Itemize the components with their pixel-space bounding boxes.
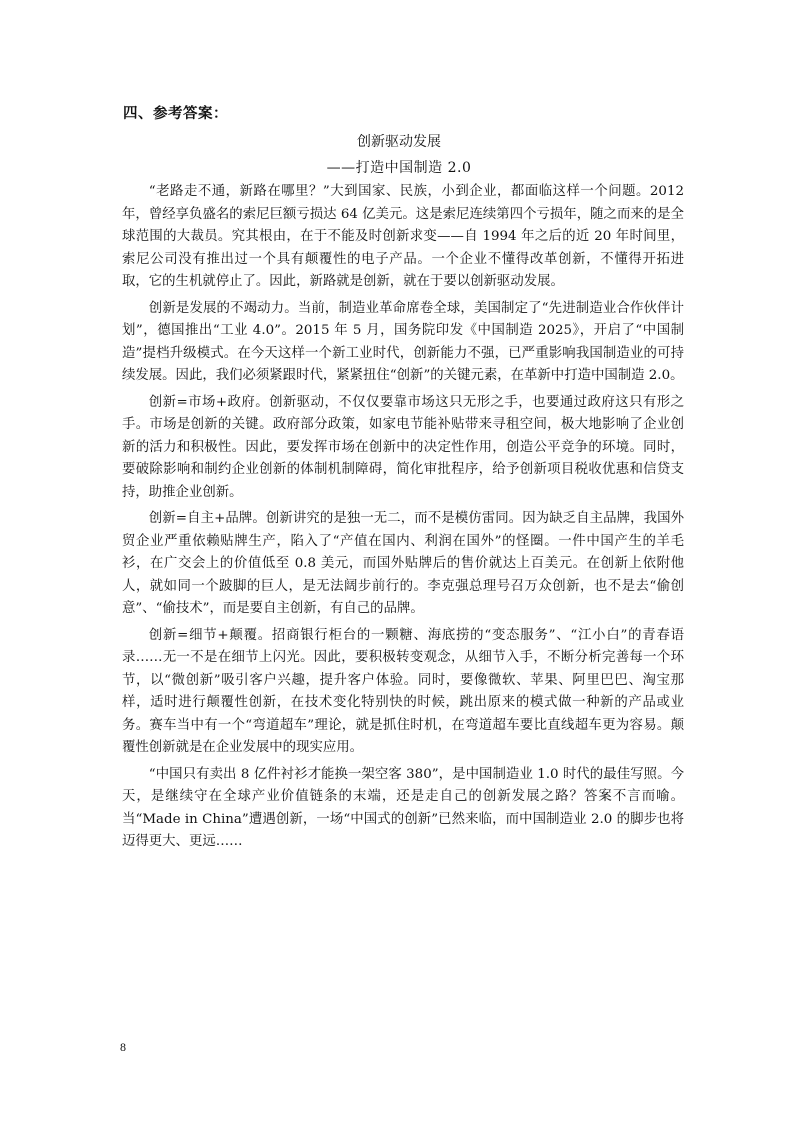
- paragraph: 创新=市场+政府。创新驱动，不仅仅要靠市场这只无形之手，也要通过政府这只有形之手。市场是创新的关键。政府部分政策，如家电节能补贴带来寻租空间，极大地影响了企业创新的活力和积极性。因此，要发挥市场在创新中的决定性作用，创造公平竞争的环境。同时，要破除影响和制约企业创新的体制机制障碍，简化审批程序，给予创新项目税收优惠和信贷支持，助推企业创新。: [122, 394, 684, 500]
- section-heading: 四、参考答案：: [123, 106, 228, 122]
- essay-body: [122, 181, 684, 858]
- paragraph: “老路走不通，新路在哪里？”大到国家、民族，小到企业，都面临这样一个问题。2012 年，曾经享负盛名的索尼巨额亏损达 64 亿美元。这是索尼连续第四个亏损年，随之而来的是全球范围的大裁员。究其根由，在于不能及时创新求变——自 1994 年之后的近 20 年时间里，索尼公司没有推出过一个具有颠覆性的电子产品。一个企业不懂得改革创新，不懂得开拓进取，它的生机就停止了。因此，新路就是创新，就在于要以创新驱动发展。: [122, 184, 684, 289]
- page-number: 8: [120, 1040, 126, 1054]
- paragraph: 创新=细节+颠覆。招商银行柜台的一颗糖、海底捞的“变态服务”、“江小白”的青春语录……无一不是在细节上闪光。因此，要积极转变观念，从细节入手，不断分析完善每一个环节，以“微创新”吸引客户兴趣，提升客户体验。同时，要像微软、苹果、阿里巴巴、淘宝那样，适时进行颠覆性创新，在技术变化特别快的时候，跳出原来的模式做一种新的产品或业务。赛车当中有一个“弯道超车”理论，就是抓住时机，在弯道超车要比直线超车更为容易。颠覆性创新就是在企业发展中的现实应用。: [122, 627, 684, 755]
- paragraph: “中国只有卖出 8 亿件衬衫才能换一架空客 380”，是中国制造业 1.0 时代的最佳写照。今天，是继续守在全球产业价值链条的末端，还是走自己的创新发展之路？答案不言而喻。当“Made in China”遭遇创新，一场“中国式的创新”已然来临，而中国制造业 2.0 的脚步也将迈得更大、更远……: [122, 766, 684, 849]
- essay-title: 创新驱动发展: [357, 134, 441, 150]
- paragraph: 创新=自主+品牌。创新讲究的是独一无二，而不是模仿雷同。因为缺乏自主品牌，我国外贸企业严重依赖贴牌生产，陷入了“产值在国内、利润在国外”的怪圈。一件中国产生的羊毛衫，在广交会上的价值低至 0.8 美元，而国外贴牌后的售价就达上百美元。在创新上依附他人，就如同一个跛脚的巨人，是无法阔步前行的。李克强总理号召万众创新，也不是去“偷创意”、“偷技术”，而是要自主创新，有自己的品牌。: [122, 511, 684, 616]
- paragraph: 创新是发展的不竭动力。当前，制造业革命席卷全球，美国制定了“先进制造业合作伙伴计划”，德国推出“工业 4.0”。2015 年 5 月，国务院印发《中国制造 2025》，开启了“中国制造”提档升级模式。在今天这样一个新工业时代，创新能力不强，已严重影响我国制造业的可持续发展。因此，我们必须紧跟时代，紧紧扭住“创新”的关键元素，在革新中打造中国制造 2.0。: [122, 300, 684, 383]
- essay-subtitle: ——打造中国制造 2.0: [326, 160, 472, 176]
